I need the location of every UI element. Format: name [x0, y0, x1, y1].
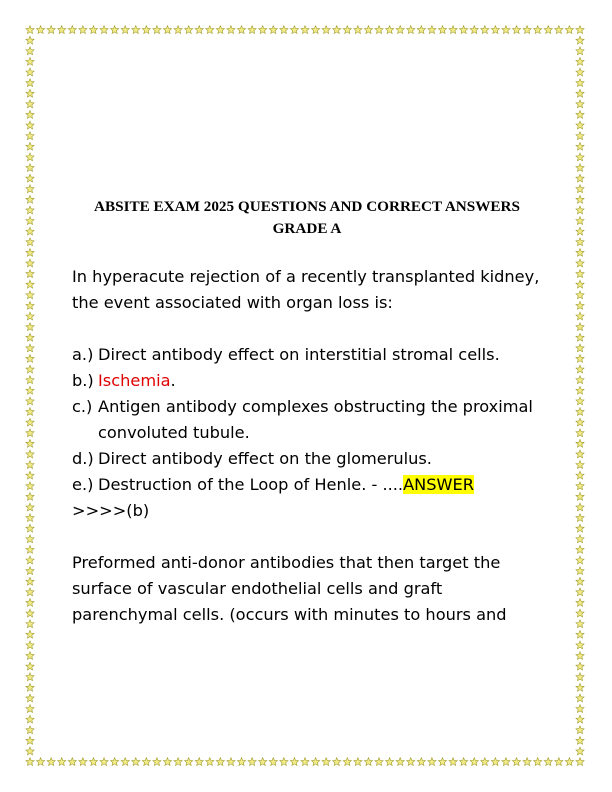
- star-icon: [449, 758, 457, 766]
- star-icon: [121, 26, 129, 34]
- star-icon: [576, 492, 584, 500]
- star-icon: [26, 355, 34, 363]
- star-icon: [576, 238, 584, 246]
- star-icon: [174, 26, 182, 34]
- star-icon: [26, 418, 34, 426]
- star-icon: [26, 705, 34, 713]
- star-icon: [428, 758, 436, 766]
- star-icon: [89, 26, 97, 34]
- star-icon: [523, 758, 531, 766]
- star-icon: [311, 758, 319, 766]
- star-icon: [576, 47, 584, 55]
- star-icon: [26, 577, 34, 585]
- star-icon: [26, 36, 34, 44]
- star-icon: [396, 26, 404, 34]
- star-icon: [301, 26, 309, 34]
- star-icon: [460, 758, 468, 766]
- star-icon: [26, 588, 34, 596]
- star-icon: [174, 758, 182, 766]
- title-line-1: ABSITE EXAM 2025 QUESTIONS AND CORRECT ANSWERS: [94, 198, 520, 215]
- star-icon: [576, 89, 584, 97]
- star-icon: [26, 609, 34, 617]
- star-icon: [132, 26, 140, 34]
- star-icon: [354, 758, 362, 766]
- star-icon: [26, 248, 34, 256]
- star-icon: [523, 26, 531, 34]
- star-icon: [26, 47, 34, 55]
- star-icon: [565, 758, 573, 766]
- option-suffix: .: [170, 371, 176, 390]
- star-icon: [576, 535, 584, 543]
- star-icon: [576, 577, 584, 585]
- star-icon: [576, 259, 584, 267]
- star-icon: [301, 758, 309, 766]
- star-icon: [79, 26, 87, 34]
- star-icon: [100, 26, 108, 34]
- star-icon: [576, 280, 584, 288]
- star-icon: [576, 376, 584, 384]
- star-icon: [26, 153, 34, 161]
- star-icon: [185, 26, 193, 34]
- option-text-wrap: [98, 368, 542, 394]
- option-text: Direct antibody effect on the glomerulus.: [98, 449, 432, 468]
- star-icon: [26, 227, 34, 235]
- star-icon: [576, 683, 584, 691]
- star-icon: [259, 26, 267, 34]
- star-icon: [576, 164, 584, 172]
- star-icon: [576, 758, 584, 766]
- star-icon: [26, 556, 34, 564]
- star-icon: [58, 758, 66, 766]
- star-icon: [576, 142, 584, 150]
- star-icon: [386, 26, 394, 34]
- star-icon: [576, 227, 584, 235]
- star-icon: [576, 174, 584, 182]
- star-icon: [47, 26, 55, 34]
- star-icon: [68, 758, 76, 766]
- star-icon: [491, 758, 499, 766]
- star-icon: [576, 652, 584, 660]
- star-icon: [26, 365, 34, 373]
- star-icon: [576, 471, 584, 479]
- star-icon: [576, 641, 584, 649]
- star-icon: [280, 758, 288, 766]
- star-icon: [26, 662, 34, 670]
- star-icon: [555, 758, 563, 766]
- star-icon: [576, 546, 584, 554]
- star-icon: [26, 620, 34, 628]
- star-icon: [26, 535, 34, 543]
- star-icon: [576, 68, 584, 76]
- star-icon: [26, 174, 34, 182]
- star-icon: [322, 758, 330, 766]
- star-icon: [26, 142, 34, 150]
- star-icon: [26, 461, 34, 469]
- star-icon: [576, 270, 584, 278]
- star-icon: [142, 26, 150, 34]
- star-icon: [576, 567, 584, 575]
- star-icon: [26, 546, 34, 554]
- star-icon: [576, 556, 584, 564]
- star-icon: [26, 195, 34, 203]
- star-icon: [449, 26, 457, 34]
- star-icon: [153, 26, 161, 34]
- star-icon: [576, 620, 584, 628]
- star-icon: [576, 736, 584, 744]
- star-icon: [576, 302, 584, 310]
- star-icon: [89, 758, 97, 766]
- star-icon: [227, 26, 235, 34]
- star-icon: [26, 630, 34, 638]
- star-icon: [576, 79, 584, 87]
- star-icon: [26, 641, 34, 649]
- option-b: [72, 368, 542, 394]
- star-icon: [428, 26, 436, 34]
- star-icon: [26, 514, 34, 522]
- star-icon: [26, 376, 34, 384]
- star-icon: [206, 758, 214, 766]
- option-letter: d.): [72, 449, 94, 468]
- star-icon: [407, 26, 415, 34]
- star-icon: [237, 26, 245, 34]
- star-icon: [534, 758, 542, 766]
- star-icon: [576, 206, 584, 214]
- star-icon: [248, 758, 256, 766]
- star-icon: [576, 185, 584, 193]
- correct-option-text: Ischemia: [98, 371, 171, 390]
- star-icon: [248, 26, 256, 34]
- star-icon: [576, 312, 584, 320]
- star-icon: [26, 492, 34, 500]
- star-icon: [544, 26, 552, 34]
- star-icon: [576, 524, 584, 532]
- star-icon: [481, 26, 489, 34]
- star-icon: [26, 397, 34, 405]
- star-icon: [26, 482, 34, 490]
- star-icon: [26, 567, 34, 575]
- option-text-wrap: [98, 472, 542, 498]
- star-icon: [576, 673, 584, 681]
- star-icon: [26, 726, 34, 734]
- star-icon: [26, 524, 34, 532]
- star-icon: [26, 89, 34, 97]
- star-icon: [111, 26, 119, 34]
- star-icon: [364, 26, 372, 34]
- star-icon: [259, 758, 267, 766]
- star-icon: [576, 694, 584, 702]
- star-icon: [375, 26, 383, 34]
- star-icon: [195, 758, 203, 766]
- star-icon: [555, 26, 563, 34]
- star-icon: [26, 323, 34, 331]
- star-icon: [195, 26, 203, 34]
- star-icon: [26, 747, 34, 755]
- option-a: [72, 342, 542, 368]
- option-letter: a.): [72, 345, 94, 364]
- star-icon: [26, 121, 34, 129]
- star-icon: [26, 694, 34, 702]
- star-icon: [417, 758, 425, 766]
- star-icon: [576, 599, 584, 607]
- star-icon: [343, 758, 351, 766]
- star-icon: [47, 758, 55, 766]
- star-icon: [576, 439, 584, 447]
- option-letter: c.): [72, 397, 93, 416]
- star-icon: [185, 758, 193, 766]
- star-icon: [26, 58, 34, 66]
- star-icon: [322, 26, 330, 34]
- star-icon: [58, 26, 66, 34]
- star-icon: [216, 758, 224, 766]
- star-icon: [576, 100, 584, 108]
- star-icon: [206, 26, 214, 34]
- star-icon: [576, 153, 584, 161]
- star-icon: [26, 280, 34, 288]
- star-icon: [26, 333, 34, 341]
- star-icon: [26, 715, 34, 723]
- star-icon: [470, 758, 478, 766]
- star-icon: [36, 26, 44, 34]
- star-icon: [26, 259, 34, 267]
- star-icon: [576, 662, 584, 670]
- star-icon: [576, 418, 584, 426]
- star-icon: [576, 111, 584, 119]
- star-icon: [26, 111, 34, 119]
- star-icon: [26, 291, 34, 299]
- star-icon: [269, 26, 277, 34]
- star-icon: [576, 132, 584, 140]
- star-icon: [227, 758, 235, 766]
- star-icon: [576, 291, 584, 299]
- star-icon: [26, 68, 34, 76]
- star-icon: [343, 26, 351, 34]
- star-icon: [26, 238, 34, 246]
- star-icon: [26, 26, 34, 34]
- star-icon: [534, 26, 542, 34]
- star-icon: [502, 758, 510, 766]
- star-icon: [396, 758, 404, 766]
- star-icon: [26, 683, 34, 691]
- star-icon: [576, 450, 584, 458]
- star-icon: [576, 705, 584, 713]
- star-icon: [576, 503, 584, 511]
- star-icon: [576, 747, 584, 755]
- star-icon: [576, 715, 584, 723]
- star-icon: [26, 450, 34, 458]
- star-icon: [364, 758, 372, 766]
- star-icon: [26, 408, 34, 416]
- star-icon: [576, 429, 584, 437]
- star-icon: [470, 26, 478, 34]
- star-icon: [576, 36, 584, 44]
- star-icon: [142, 758, 150, 766]
- star-icon: [100, 758, 108, 766]
- star-icon: [79, 758, 87, 766]
- star-icon: [565, 26, 573, 34]
- star-icon: [576, 195, 584, 203]
- star-icon: [576, 408, 584, 416]
- star-icon: [26, 206, 34, 214]
- star-icon: [237, 758, 245, 766]
- star-icon: [576, 217, 584, 225]
- star-icon: [576, 26, 584, 34]
- star-icon: [333, 26, 341, 34]
- question-text: In hyperacute rejection of a recently transplanted kidney, the event associated with organ loss is:: [72, 267, 540, 312]
- star-icon: [576, 333, 584, 341]
- star-icon: [26, 302, 34, 310]
- star-icon: [407, 758, 415, 766]
- star-icon: [269, 758, 277, 766]
- star-icon: [576, 588, 584, 596]
- star-icon: [26, 185, 34, 193]
- star-icon: [163, 758, 171, 766]
- star-icon: [26, 758, 34, 766]
- star-icon: [132, 758, 140, 766]
- star-icon: [576, 630, 584, 638]
- star-icon: [576, 121, 584, 129]
- star-icon: [576, 461, 584, 469]
- star-icon: [26, 344, 34, 352]
- option-letter: e.): [72, 475, 94, 494]
- document-body: [72, 196, 542, 628]
- answer-tail: >>>>(b): [72, 501, 150, 520]
- star-icon: [280, 26, 288, 34]
- star-icon: [512, 758, 520, 766]
- star-icon: [576, 609, 584, 617]
- star-icon: [481, 758, 489, 766]
- star-icon: [354, 26, 362, 34]
- option-letter: b.): [72, 371, 94, 390]
- option-text: Direct antibody effect on interstitial stromal cells.: [98, 345, 500, 364]
- star-icon: [576, 248, 584, 256]
- star-icon: [491, 26, 499, 34]
- option-text: Antigen antibody complexes obstructing the proximal convoluted tubule.: [98, 397, 533, 442]
- explanation-text: Preformed anti-donor antibodies that then target the surface of vascular endothelial cells and graft parenchymal cells. (occurs with minutes to hours and: [72, 553, 507, 624]
- star-icon: [438, 26, 446, 34]
- star-icon: [576, 514, 584, 522]
- star-icon: [26, 673, 34, 681]
- star-icon: [216, 26, 224, 34]
- title-line-2: GRADE A: [272, 220, 342, 237]
- option-text: Destruction of the Loop of Henle. - ....: [98, 475, 404, 494]
- star-icon: [438, 758, 446, 766]
- star-icon: [26, 270, 34, 278]
- document-title: [72, 196, 542, 240]
- star-icon: [311, 26, 319, 34]
- answer-options: [72, 342, 542, 524]
- star-icon: [163, 26, 171, 34]
- star-icon: [111, 758, 119, 766]
- star-icon: [26, 471, 34, 479]
- star-icon: [512, 26, 520, 34]
- star-icon: [68, 26, 76, 34]
- star-icon: [576, 726, 584, 734]
- option-c: [72, 394, 542, 446]
- star-icon: [576, 323, 584, 331]
- star-icon: [26, 100, 34, 108]
- star-icon: [576, 365, 584, 373]
- star-icon: [544, 758, 552, 766]
- star-icon: [26, 312, 34, 320]
- star-icon: [36, 758, 44, 766]
- star-icon: [576, 386, 584, 394]
- option-e: [72, 472, 542, 498]
- star-icon: [26, 652, 34, 660]
- star-icon: [26, 79, 34, 87]
- star-icon: [26, 439, 34, 447]
- star-icon: [460, 26, 468, 34]
- star-icon: [333, 758, 341, 766]
- star-icon: [576, 344, 584, 352]
- star-icon: [576, 355, 584, 363]
- star-icon: [576, 58, 584, 66]
- star-icon: [290, 758, 298, 766]
- star-icon: [386, 758, 394, 766]
- star-icon: [26, 164, 34, 172]
- star-icon: [26, 736, 34, 744]
- star-icon: [375, 758, 383, 766]
- star-icon: [502, 26, 510, 34]
- star-icon: [26, 132, 34, 140]
- star-icon: [26, 503, 34, 511]
- star-icon: [26, 217, 34, 225]
- star-icon: [153, 758, 161, 766]
- star-icon: [26, 386, 34, 394]
- star-icon: [26, 599, 34, 607]
- star-icon: [417, 26, 425, 34]
- option-d: [72, 446, 542, 472]
- star-icon: [290, 26, 298, 34]
- answer-label: ANSWER: [403, 475, 475, 494]
- star-icon: [121, 758, 129, 766]
- star-icon: [576, 397, 584, 405]
- star-icon: [26, 429, 34, 437]
- star-icon: [576, 482, 584, 490]
